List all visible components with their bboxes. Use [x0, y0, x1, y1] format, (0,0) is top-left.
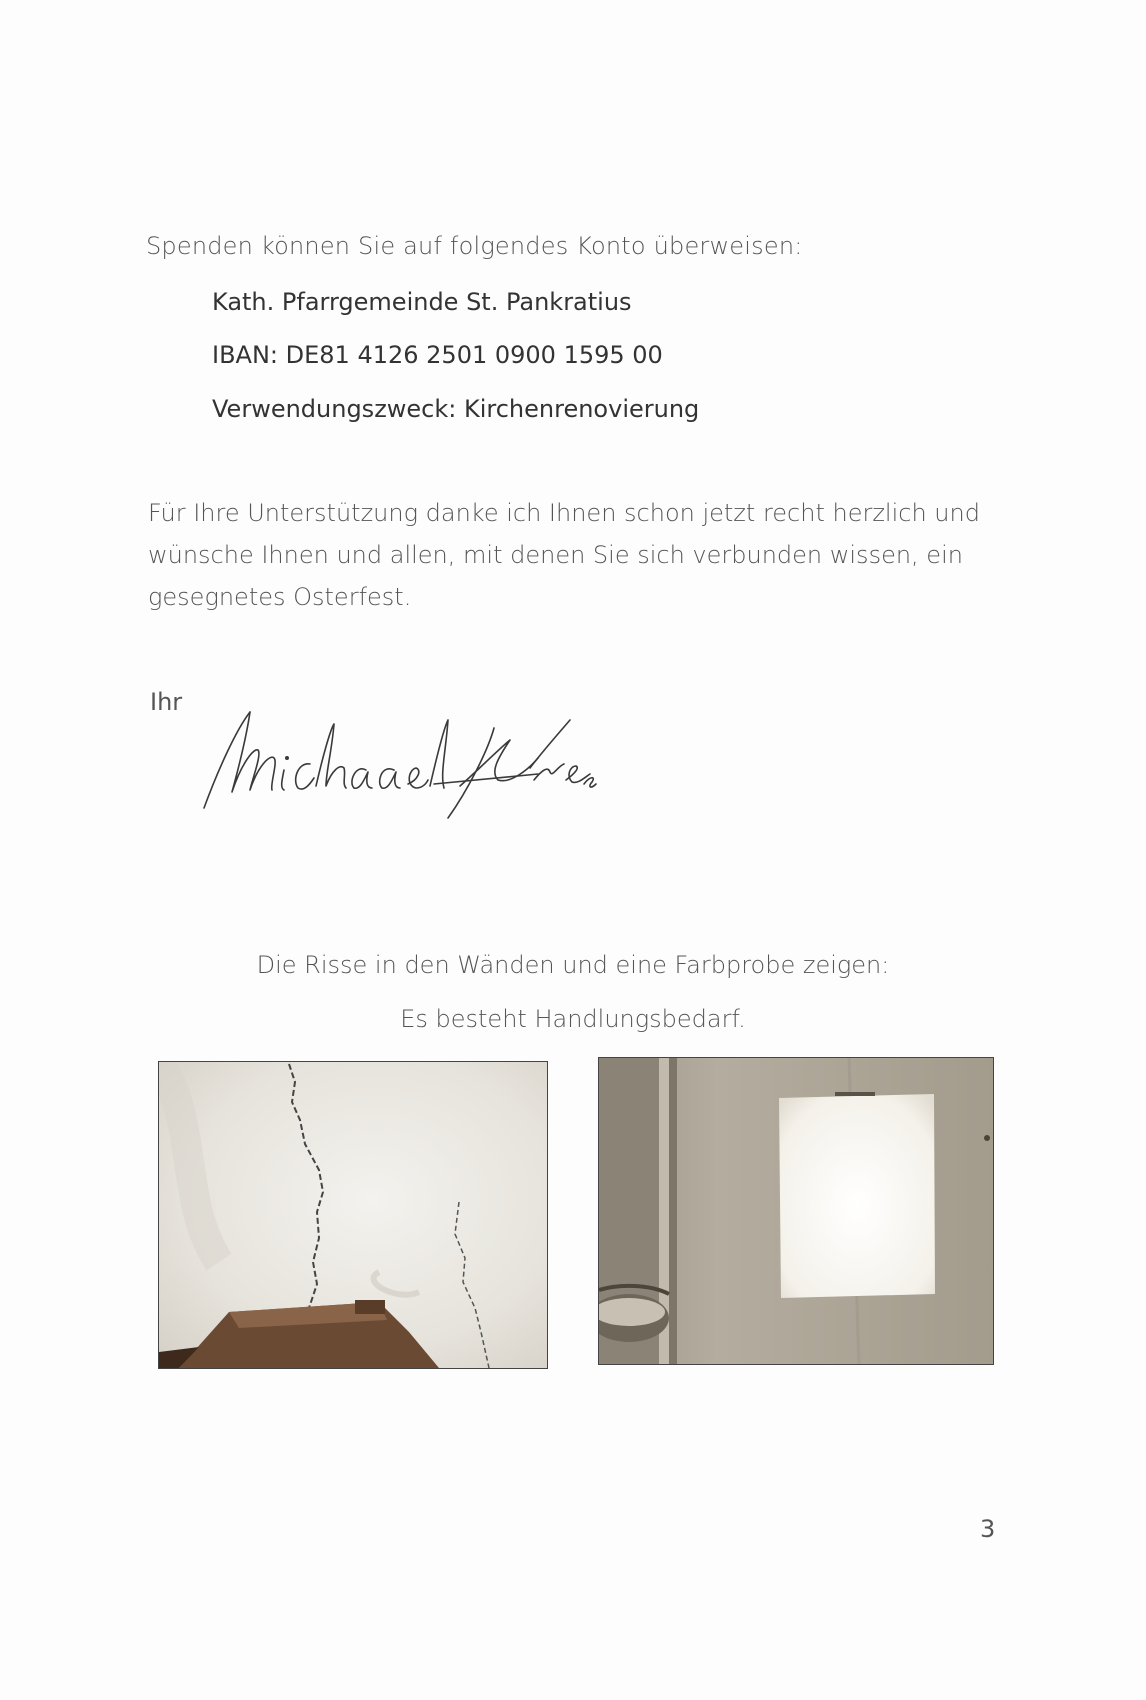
- closing-word: Ihr: [150, 688, 183, 716]
- donation-intro: Spenden können Sie auf folgendes Konto überweisen:: [146, 232, 803, 260]
- thanks-paragraph: Für Ihre Unterstützung danke ich Ihnen schon jetzt recht herzlich und wünsche Ihnen und allen, mit denen Sie sich verbunden wissen, ein gesegnetes Osterfest.: [148, 499, 980, 611]
- account-purpose: Verwendungszweck: Kirchenrenovierung: [212, 395, 700, 423]
- page-number: 3: [980, 1515, 996, 1543]
- photo-caption-line2: Es besteht Handlungsbedarf.: [400, 1005, 746, 1033]
- account-iban: IBAN: DE81 4126 2501 0900 1595 00: [212, 341, 663, 369]
- handwritten-signature: [198, 700, 598, 820]
- wall-crack-photo: [158, 1061, 548, 1369]
- photo-caption-line1: Die Risse in den Wänden und eine Farbprobe zeigen:: [256, 951, 890, 979]
- account-recipient: Kath. Pfarrgemeinde St. Pankratius: [212, 288, 632, 316]
- paint-sample-photo: [598, 1057, 994, 1365]
